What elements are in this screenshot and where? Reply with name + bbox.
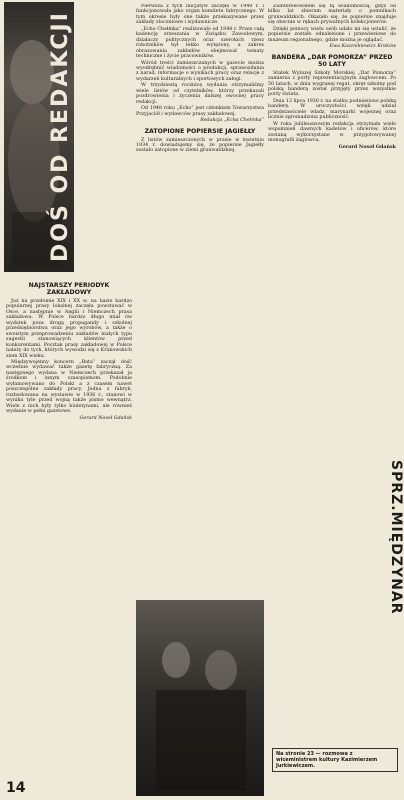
paragraph: Już na przełomie XIX i XX w. na bazie bardzo popularnej prasy lokalnej zaczęła powstawać w Osce, a następnie w Anglii i Niemczech prasa zakładowa. W Polsce bardzo długo miał ów wydatek poza drogą propagandy i szkolnej przedsiębiorstwa oraz jego wyrobów, a także o swoistym przeprowadzeniu zakładów małych typu sugestii stanowiących klientów przed konkurentami. Pocztak prasy zakładowej w Polsce należy do tych, których wywodzi się z Krakowskich ziem XIX wieku. xyxy=(6,299,132,359)
paragraph: Wśród treści zamieszczanych w gazecie można wyodrębnić wiadomości o produkcji, sprawozdania z narad, informacje o wynikach pracy oraz relacje z wydarzeń kulturalnych i sportowych załogi. xyxy=(136,60,264,82)
paragraph: Statek Wyższej Szkoły Morskiej „Dar Pomorza” zamierza z porty reprezentacyjnym żaglowcem. Po 50 latach, w dniu wygranej regat, okręt szkolny pod polską banderą został przyjęty przez wszystkie porty świata. xyxy=(268,70,396,98)
column-2 xyxy=(136,4,264,524)
paragraph: Dzięki pomocy wielu osób udało mi się ustalić, że popiersie zostało odnalezione i przewiezione do muzeum regionalnego, gdzie można je oglądać. xyxy=(268,26,396,43)
col2-heading: ZATOPIONE POPIERSIE JAGIEŁŁY xyxy=(144,127,256,135)
signature: Redakcja „Echa Chełmka” xyxy=(200,118,264,124)
right-edge-strip: SPRZ.MIĘDZYNAR xyxy=(388,460,404,615)
photo-figures xyxy=(136,600,264,796)
paragraph: Z listów zamieszczonych w prasie w kwietniu 1934 r. dowiadujemy się, że popiersie Jagiełły zostało zatopione w ziemi grunwaldzkiej. xyxy=(136,137,264,154)
column-3 xyxy=(268,4,396,714)
event-photo xyxy=(136,600,264,796)
crossref-box: Na stronie 23 — rozmowa z wiceministrem kultury Kazimierzem Jurkiewiczem. xyxy=(272,748,398,772)
signature: Ewa Kasznikiewicz Kraków xyxy=(329,44,396,50)
paragraph: „Echo Chełmka” realizowało od 1948 r. Przez całą kadencję zrzeszania w Związku Zawodowym, działaczy politycznych oraz szerokich rzesz robotników był lekko wytężony, a zakres obrazowania zakładów obejmował tematy techniczne i życie pracowników. xyxy=(136,26,264,60)
signature: Gerard Nosoł Gdańsk xyxy=(338,143,396,150)
paragraph: Pierwsza z tych inicjatyw zaczęła w 1949 r. i funkcjonowała jako organ komitetu fabrycznego. W tym okresie były one także przekazywane przez zakłady stoczniowe i wydawnicze. xyxy=(136,4,264,26)
paragraph: Zainteresowałem się tą wiadomością, gdyż od kilku lat zbieram materiały o pomnikach grunwaldzkich. Okazało się, że popiersie znajduje się obecnie w rękach prywatnych kolekcjonerów. xyxy=(268,4,396,26)
col3-heading: BANDERA „DAR POMORZA” PRZED 50 LATY xyxy=(271,53,393,68)
signature: Gerard Nosoł Gdańsk xyxy=(79,415,132,421)
col1-heading: NAJSTARSZY PERIODYK ZAKŁADOWY xyxy=(28,282,110,296)
paragraph: W roku jubileuszowym redakcja otrzymała wiele wspomnień dawnych kadetów i oficerów, które zostaną wykorzystane w przygotowywanej monografii żaglowca. xyxy=(268,121,396,144)
column-1 xyxy=(6,278,132,783)
paragraph: Od 1948 roku „Echo” jest członkiem Towarzystwa Przyjaciół i wydawców prasy zakładowej. xyxy=(136,106,264,117)
paragraph: W trzydziestą rocznicę wydania otrzymaliśmy wiele listów od czytelników, którzy przekazali pozdrowienia i życzenia dalszej owocnej pracy redakcji. xyxy=(136,83,264,105)
page-number: 14 xyxy=(6,780,26,796)
paragraph: Międzywojenny koncern „Bata” zaczął dość wcześnie wydawać także gazetę fabryczną. Za następnego wydana w Niemczech przekazał ja środkom i innym czasopismom. Podobnie wyłamowywano do Polski a z czasem nawet poszczególne zakłady pracy. Jedna z fabryk, rozbudowana na wystawie w 1936 r., stanowi w wyniku tyle przed wojną także pismo wewnątrz. Wiele z nich były tylko biuletynami, ale również wydanie w pełni gazetowe. xyxy=(6,359,132,415)
vertical-title: DOŚ OD REDAKCJI xyxy=(48,11,73,262)
paragraph: Dnia 13 lipca 1930 r. na statku podniesiono polską banderę. W uroczystości wzięli udział przedstawiciele władz, marynarki wojennej oraz licznie zgromadzona publiczność. xyxy=(268,98,396,121)
